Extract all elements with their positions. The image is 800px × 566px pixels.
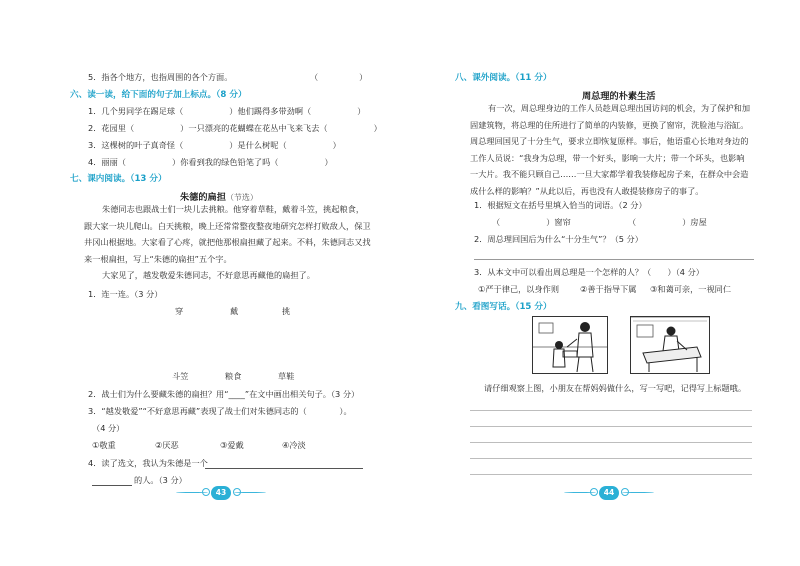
q3-option-1[interactable]: ①敬重	[92, 440, 116, 450]
q4-answer-line-2[interactable]	[92, 485, 132, 486]
match-bottom-3[interactable]: 草鞋	[278, 371, 295, 381]
q3-option-1[interactable]: ①严于律己，以身作则	[478, 284, 560, 294]
question-2: 2．周总理回国后为什么“十分生气”？（5 分）	[474, 234, 643, 244]
section-7-heading: 七、课内阅读。（13 分）	[70, 174, 167, 184]
page-number-44	[564, 484, 654, 504]
illustration-washing-dishes	[532, 316, 608, 374]
punct-item-4: 4．丽丽（ ）你看到我的绿色铅笔了吗（ ）	[88, 157, 333, 167]
match-top-3[interactable]: 挑	[282, 306, 291, 316]
ornament-right	[234, 492, 266, 493]
question-1: 1．连一连。（3 分）	[88, 289, 163, 299]
question-3: 3．从本文中可以看出周总理是一个怎样的人？（ ）（4 分）	[474, 267, 704, 277]
q3-option-3[interactable]: ③爱戴	[220, 440, 244, 450]
right-page	[400, 0, 800, 566]
match-top-1[interactable]: 穿	[175, 306, 184, 316]
punct-item-3: 3．这棵树的叶子真奇怪（ ）是什么树呢（ ）	[88, 140, 341, 150]
story-title: 周总理的朴素生活	[582, 91, 656, 102]
page-badge: 43	[211, 486, 231, 500]
q2-answer-line[interactable]	[474, 259, 754, 260]
q3-option-2[interactable]: ②厌恶	[155, 440, 179, 450]
punct-item-1: 1．几个男同学在踢足球（ ）他们踢得多带劲啊（ ）	[88, 106, 366, 116]
writing-line-1[interactable]	[470, 410, 752, 411]
punct-blank[interactable]: （ ）	[319, 123, 382, 133]
writing-line-2[interactable]	[470, 426, 752, 427]
punct-blank[interactable]: （ ）	[175, 106, 238, 116]
match-bottom-2[interactable]: 粮食	[225, 371, 242, 381]
question-2: 2．战士们为什么要藏朱德的扁担？用“____”在文中画出相关句子。（3 分）	[88, 389, 360, 399]
punct-blank[interactable]: （ ）	[303, 106, 366, 116]
punct-blank[interactable]: （ ）	[125, 123, 189, 133]
section-6-heading: 六、读一读，给下面的句子加上标点。（8 分）	[70, 90, 247, 100]
writing-prompt: 请仔细观察上图，小朋友在帮妈妈做什么，写一写吧，记得写上标题哦。	[484, 383, 747, 393]
q5-text: 5．指各个地方，也指周围的各个方面。	[88, 72, 233, 82]
question-4-start: 4．读了选文，我认为朱德是一个	[88, 458, 208, 468]
story-title: 朱德的扁担（节选）	[180, 192, 258, 203]
child-cleaning-drawing	[631, 317, 709, 373]
story-note: （节选）	[225, 193, 258, 202]
fill-item-1: （ ）窗帘	[492, 217, 571, 227]
fill-blank[interactable]: （ ）	[628, 217, 691, 227]
ornament-right	[622, 492, 654, 493]
fill-blank[interactable]: （ ）	[492, 217, 555, 227]
q3-option-3[interactable]: ③和蔼可亲，一视同仁	[650, 284, 732, 294]
question-3: 3．“越发敬爱”“不好意思再藏”表现了战士们对朱德同志的（ ）。	[88, 406, 352, 416]
story-paragraph: 有一次，周总理身边的工作人员趁周总理出国访问的机会，为了保护和加固建筑物，将总理的住所进行了简单的内装修，更换了窗帘，洗脸池与浴缸。周总理回国见了十分生气，要求立即恢复原样。事后，他语重心长地对身边的工作人员说：“我身为总理，带一个好头，影响一大片；带一个坏头，也影响一大片。我不能只顾自己……一旦大家都学着我装修起房子来，在群众中会造成什么样的影响？”从此以后，再也没有人敢提装修房子的事了。	[470, 103, 751, 196]
q3-option-2[interactable]: ②善于指导下属	[580, 284, 637, 294]
illustration-cleaning-table	[630, 316, 710, 374]
page-badge: 44	[599, 486, 619, 500]
question-4-end: 的人。（3 分）	[134, 475, 187, 485]
question-3-score: （4 分）	[92, 423, 125, 433]
q5-paren[interactable]: （ ）	[310, 72, 368, 82]
writing-line-3[interactable]	[470, 442, 752, 443]
question-1: 1．根据短文在括号里填入恰当的词语。（2 分）	[474, 200, 647, 210]
page-number-43	[176, 484, 266, 504]
story-paragraph-1: 朱德同志也跟战士们一块儿去挑粮。他穿着草鞋，戴着斗笠，挑起粮食，跟大家一块儿爬山。白天挑粮，晚上还常常整夜整夜地研究怎样打败敌人，保卫井冈山根据地。大家看了心疼，就把他那根扁担藏了起来。不料，朱德同志又找来一根扁担，写上“朱德的扁担”五个字。	[84, 204, 371, 264]
punct-item-2: 2．花园里（ ）一只漂亮的花蝴蝶在花丛中飞来飞去（ ）	[88, 123, 382, 133]
ornament-curl	[590, 488, 598, 496]
mother-child-dishes-drawing	[533, 317, 607, 373]
match-bottom-1[interactable]: 斗笠	[172, 371, 189, 381]
punct-blank[interactable]: （ ）	[278, 140, 341, 150]
match-top-2[interactable]: 戴	[230, 306, 239, 316]
section-8-heading: 八、课外阅读。（11 分）	[455, 73, 552, 83]
q4-answer-line-1[interactable]	[205, 468, 363, 469]
writing-line-5[interactable]	[470, 474, 752, 475]
section-9-heading: 九、看图写话。（15 分）	[455, 302, 552, 312]
story-paragraph-2: 大家见了，越发敬爱朱德同志，不好意思再藏他的扁担了。	[102, 270, 315, 280]
ornament-curl	[202, 488, 210, 496]
punct-blank[interactable]: （ ）	[270, 157, 333, 167]
punct-blank[interactable]: （ ）	[117, 157, 181, 167]
writing-line-4[interactable]	[470, 458, 752, 459]
fill-item-2: （ ）房屋	[628, 217, 707, 227]
punct-blank[interactable]: （ ）	[175, 140, 238, 150]
q3-option-4[interactable]: ④冷淡	[282, 440, 306, 450]
